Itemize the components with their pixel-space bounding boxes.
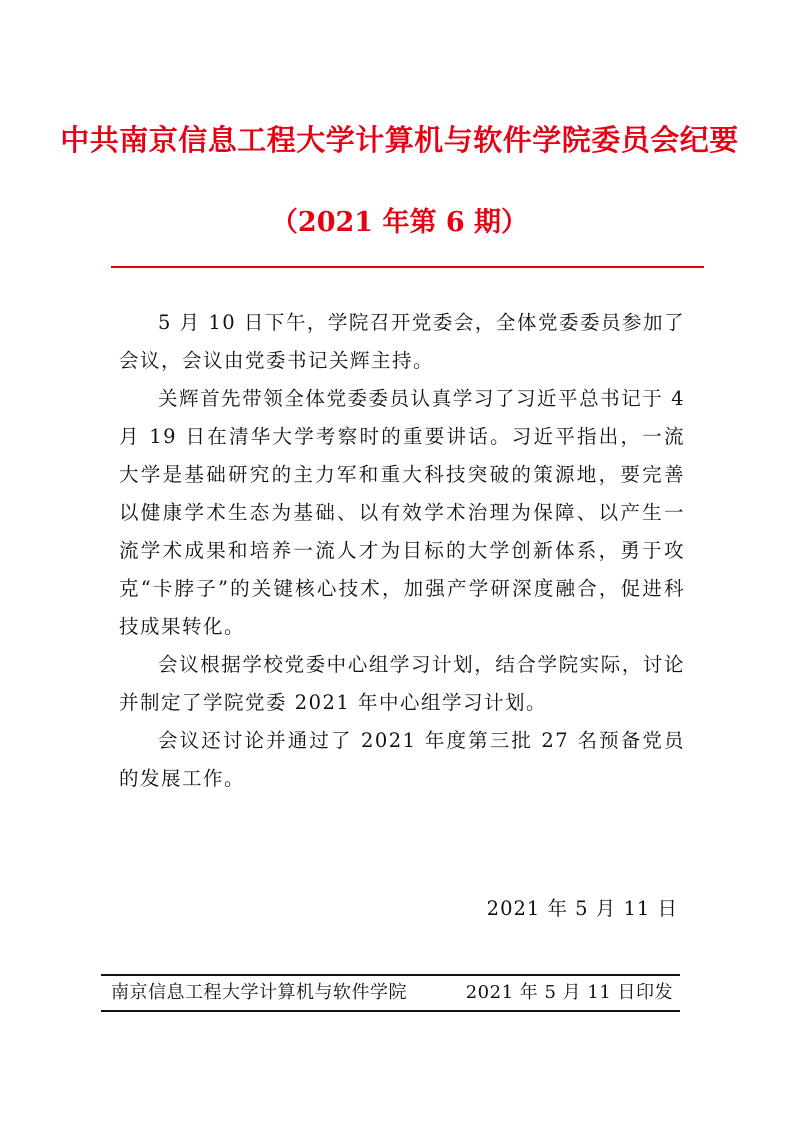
footer-bottom-divider (101, 1010, 680, 1012)
footer-print-date: 2021 年 5 月 11 日印发 (465, 982, 673, 1003)
issue-number: （2021 年第 6 期） (270, 207, 529, 238)
body-paragraph-1: 5 月 10 日下午，学院召开党委会，全体党委委员参加了会议，会议由党委书记关辉主持。 (119, 311, 685, 372)
red-header-divider (111, 266, 704, 268)
footer-issuer: 南京信息工程大学计算机与软件学院 (111, 982, 407, 1003)
body-paragraph-4: 会议还讨论并通过了 2021 年度第三批 27 名预备党员的发展工作。 (119, 729, 685, 790)
document-body (119, 304, 685, 798)
body-paragraph-2: 关辉首先带领全体党委委员认真学习了习近平总书记于 4 月 19 日在清华大学考察时的重要讲话。习近平指出，一流大学是基础研究的主力军和重大科技突破的策源地，要完善以健康学术生态为基础、以有效学术治理为保障、以产生一流学术成果和培养一流人才为目标的大学创新体系，勇于攻克“卡脖子”的关键核心技术，加强产学研深度融合，促进科技成果转化。 (119, 387, 685, 638)
body-paragraph-3: 会议根据学校党委中心组学习计划，结合学院实际，讨论并制定了学院党委 2021 年中心组学习计划。 (119, 653, 685, 714)
footer-top-divider (101, 974, 680, 976)
document-title: 中共南京信息工程大学计算机与软件学院委员会纪要 (60, 123, 739, 157)
document-date: 2021 年 5 月 11 日 (486, 897, 678, 920)
